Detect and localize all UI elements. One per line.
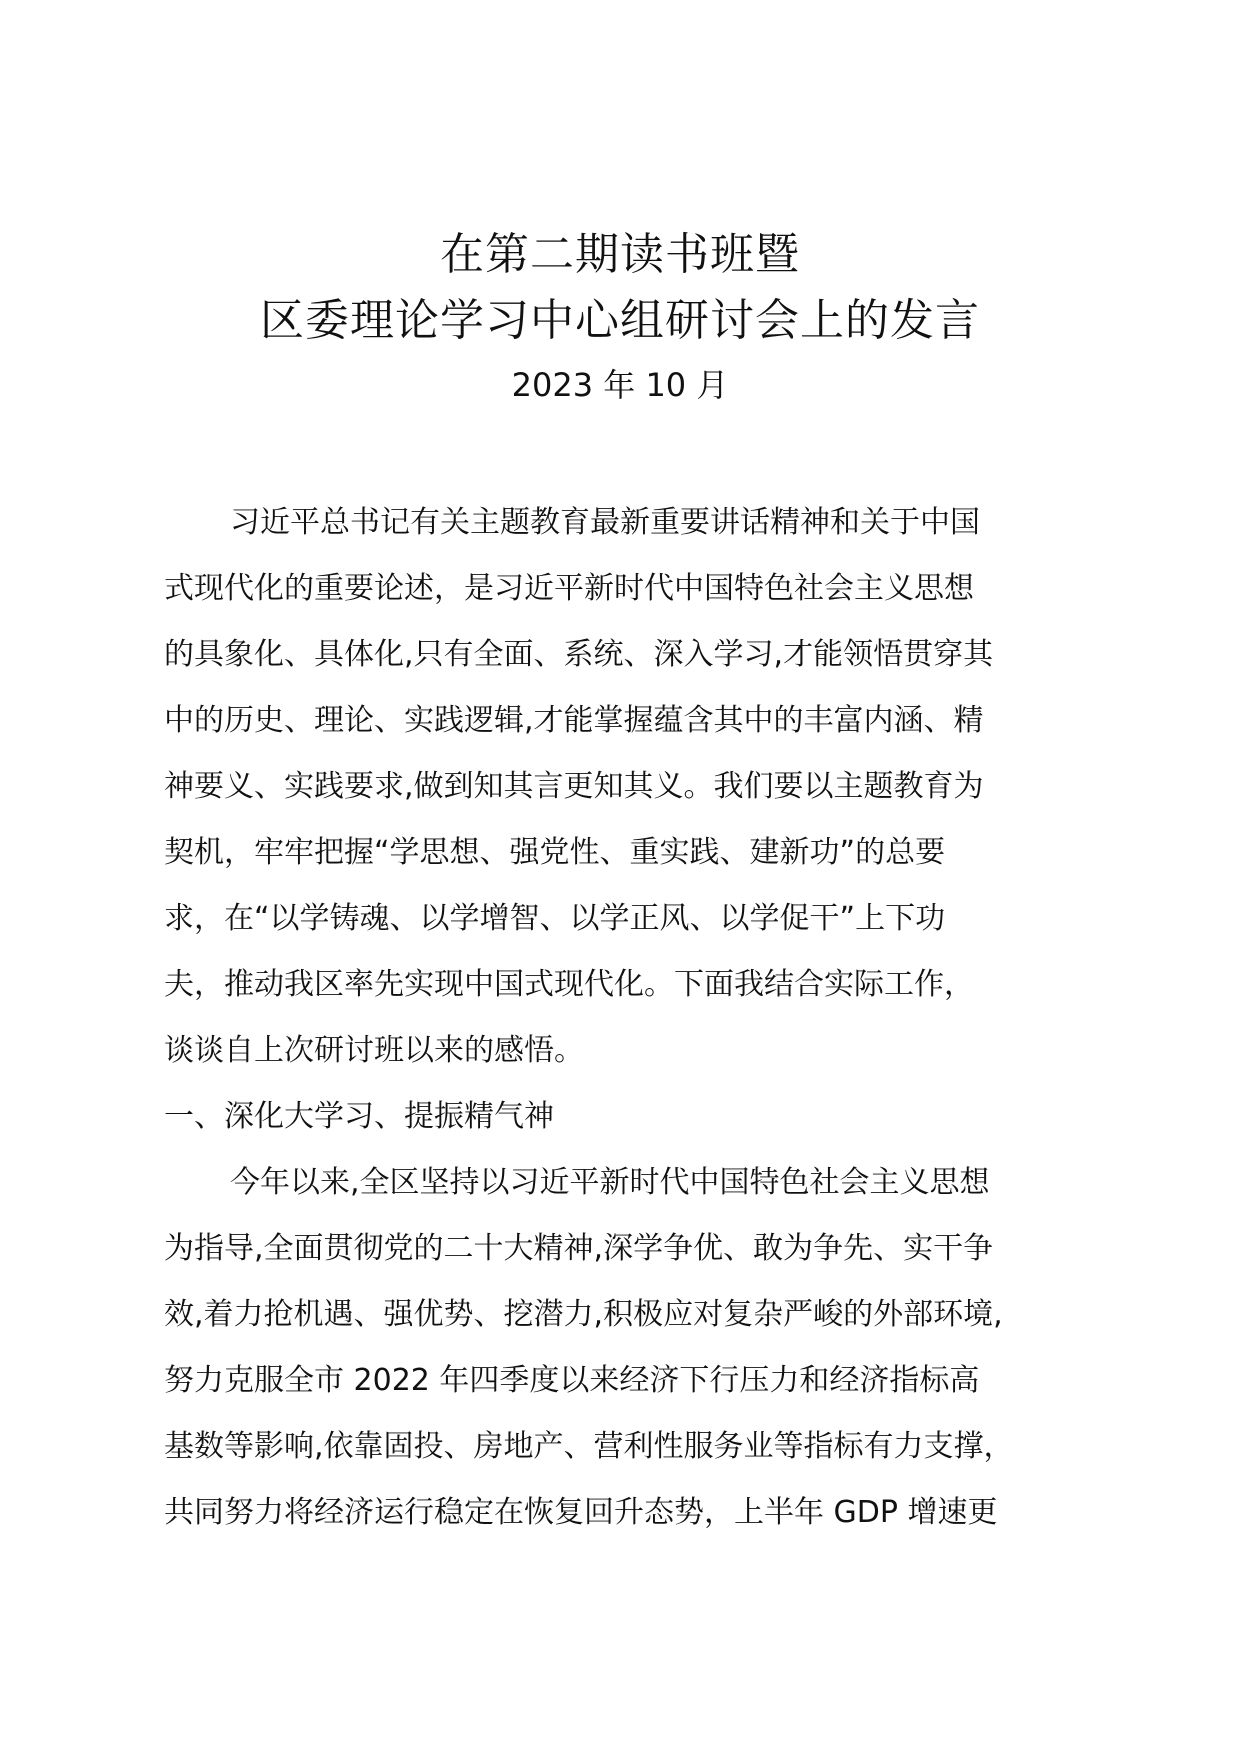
body-text (164, 490, 1124, 1546)
paragraph-line: 的具象化、具体化,只有全面、系统、深入学习,才能领悟贯穿其 (164, 637, 994, 672)
paragraph-line: 式现代化的重要论述，是习近平新时代中国特色社会主义思想 (164, 571, 974, 606)
paragraph-line: 中的历史、理论、实践逻辑,才能掌握蕴含其中的丰富内涵、精 (164, 703, 984, 738)
paragraph-line: 效,着力抢机遇、强优势、挖潜力,积极应对复杂严峻的外部环境, (164, 1297, 1003, 1332)
title-block (0, 222, 1240, 410)
paragraph-line: 努力克服全市 2022 年四季度以来经济下行压力和经济指标高 (164, 1363, 980, 1398)
paragraph-line: 今年以来,全区坚持以习近平新时代中国特色社会主义思想 (230, 1165, 990, 1200)
section-heading: 一、深化大学习、提振精气神 (164, 1099, 554, 1134)
paragraph-line: 基数等影响,依靠固投、房地产、营利性服务业等指标有力支撑， (164, 1429, 1014, 1464)
document-date: 2023 年 10 月 (511, 366, 729, 404)
paragraph-line: 为指导,全面贯彻党的二十大精神,深学争优、敢为争先、实干争 (164, 1231, 994, 1266)
paragraph-line: 夫，推动我区率先实现中国式现代化。下面我结合实际工作， (164, 967, 974, 1002)
title-line-1: 在第二期读书班暨 (440, 229, 800, 280)
paragraph-line: 谈谈自上次研讨班以来的感悟。 (164, 1033, 584, 1068)
paragraph-line: 共同努力将经济运行稳定在恢复回升态势，上半年 GDP 增速更 (164, 1495, 998, 1530)
paragraph-line: 习近平总书记有关主题教育最新重要讲话精神和关于中国 (230, 505, 980, 540)
paragraph-line: 神要义、实践要求,做到知其言更知其义。我们要以主题教育为 (164, 769, 984, 804)
paragraph-line: 契机，牢牢把握“学思想、强党性、重实践、建新功”的总要 (164, 835, 946, 870)
paragraph-line: 求，在“以学铸魂、以学增智、以学正风、以学促干”上下功 (164, 901, 946, 936)
title-line-2: 区委理论学习中心组研讨会上的发言 (260, 295, 980, 346)
